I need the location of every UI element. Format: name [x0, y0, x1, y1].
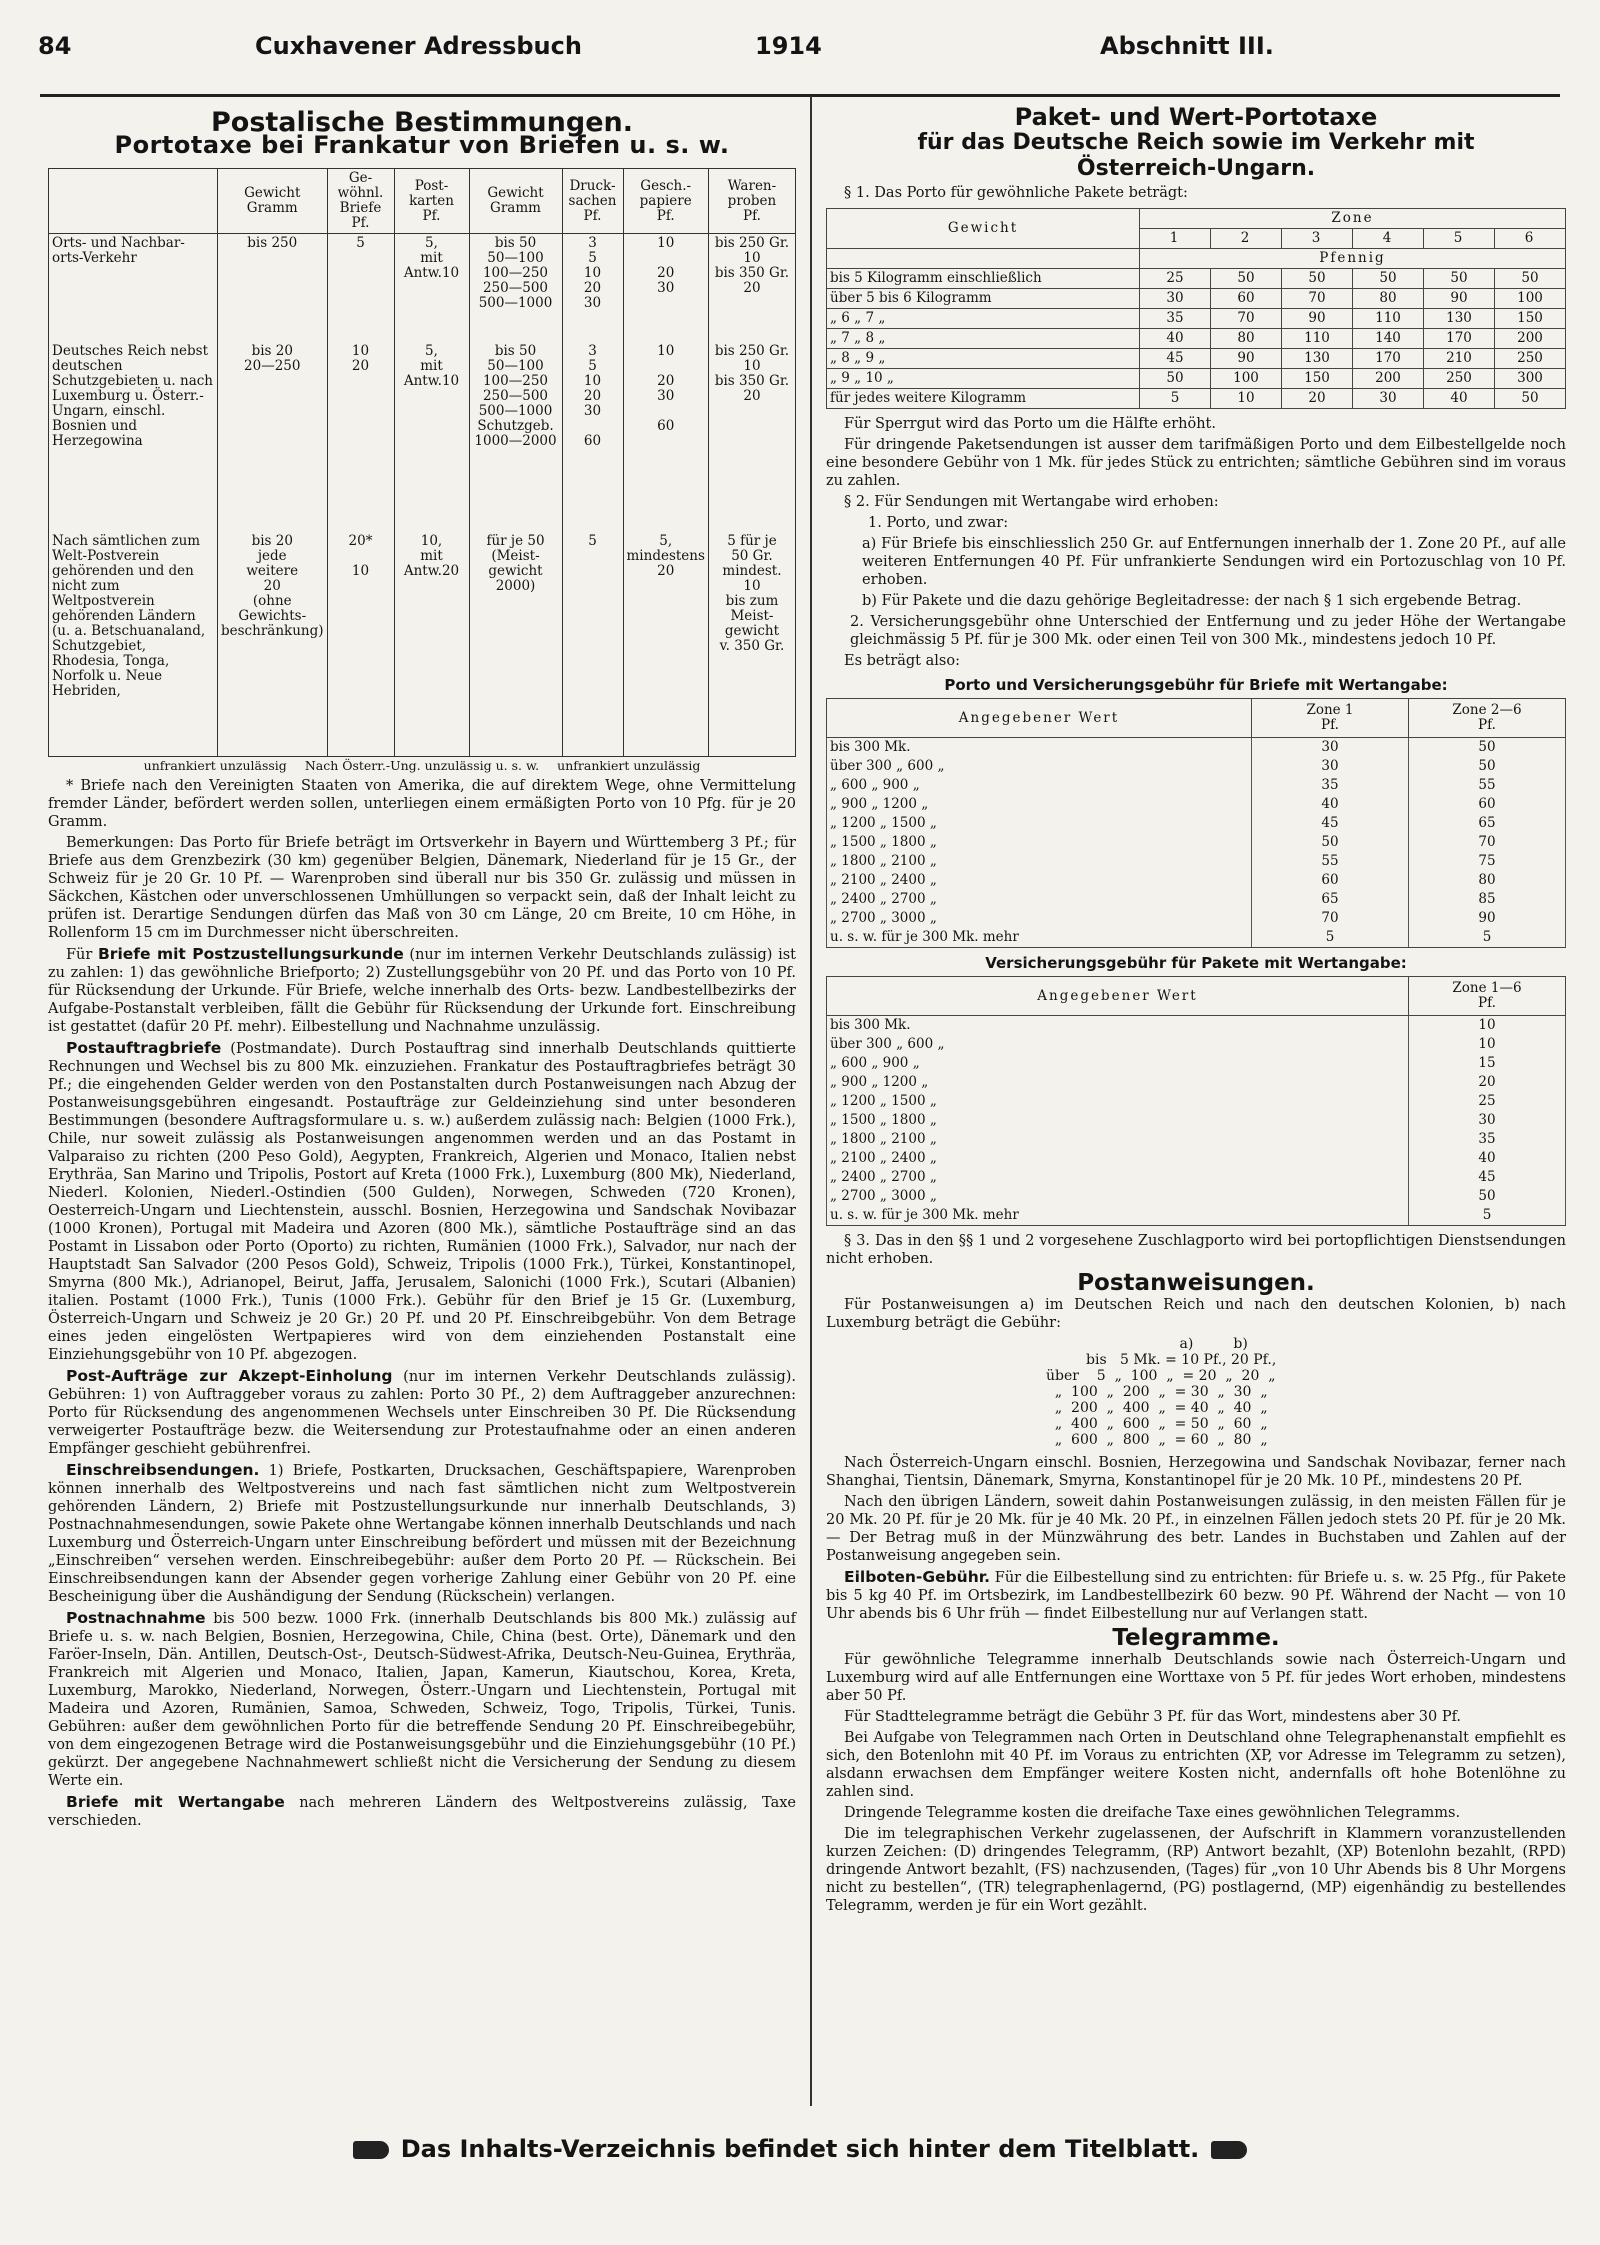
brief-cell-zone26: 80: [1409, 871, 1566, 890]
paket-wert-table-title: Versicherungsgebühr für Pakete mit Wertangabe:: [985, 954, 1407, 972]
paket-cell: 70: [1211, 309, 1282, 329]
brief-cell-zone1: 30: [1252, 757, 1409, 776]
brief-cell-zone1: 70: [1252, 909, 1409, 928]
document-page: [20, 20, 1580, 2205]
table-row: [827, 309, 1566, 329]
paket-wert-cell: 40: [1409, 1149, 1566, 1168]
table-row: [827, 1054, 1566, 1073]
paket-zone-label: Zone: [1140, 209, 1566, 229]
paket-cell: 40: [1424, 389, 1495, 409]
paket-wert-cell: 20: [1409, 1073, 1566, 1092]
table-row: [827, 1187, 1566, 1206]
table-row: [827, 852, 1566, 871]
table-row: [827, 349, 1566, 369]
para5-lead: Postnachnahme: [66, 1608, 206, 1627]
paket-wert-table: [826, 976, 1566, 1226]
column-divider: [810, 96, 812, 2106]
dringend-text: Für dringende Paketsendungen ist ausser dem tarifmäßigen Porto und dem Eilbestellgelde noch eine besondere Gebühr von 1 Mk. für jedes Stück zu entrichten; sämtliche Gebühren sind im voraus zu zahlen.: [826, 437, 1566, 489]
brief-wert-table: [826, 698, 1566, 948]
para3-text: § 3. Das in den §§ 1 und 2 vorgesehene Zuschlagporto wird bei portopflichtigen Dienstsendungen nicht erhoben.: [826, 1233, 1566, 1267]
cell-dgewicht: für je 50 (Meist- gewicht 2000): [469, 532, 562, 757]
cell-karten: 10, mit Antw.20: [394, 532, 469, 757]
paket-cell: 300: [1495, 369, 1566, 389]
es-betraegt: Es beträgt also:: [844, 653, 960, 669]
para1-lead: Briefe mit Postzustellungsurkunde: [97, 944, 404, 963]
paket-cell: 130: [1282, 349, 1353, 369]
eil-text: Für die Eilbestellung sind zu entrichten: für Briefe u. s. w. 25 Pfg., für Pakete bis 5 kg 40 Pf. im Ortsbezirk, im Landbestellbezirk 60 bezw. 90 Pf. Während der Nacht — von 10 Uhr abends bis 6 Uhr früh — findet Eilbestellung nur auf Verlangen statt.: [826, 1570, 1566, 1622]
paket-cell: 40: [1140, 329, 1211, 349]
pa-fee-line: „ 400 „ 600 „ = 50 „ 60 „: [1046, 1416, 1268, 1432]
brief-row-label: „ 1500 „ 1800 „: [827, 833, 1252, 852]
table-row: [827, 928, 1566, 948]
right-column: [826, 104, 1566, 1918]
left-subtitle: Portotaxe bei Frankatur von Briefen u. s. w.: [114, 131, 730, 159]
row-label: Deutsches Reich nebst deutschen Schutzgebieten u. nach Luxemburg u. Österr.-Ungarn, einschl. Bosnien und Herzegowina: [49, 342, 218, 532]
table-row: [827, 1111, 1566, 1130]
paket-wert-cell: 30: [1409, 1111, 1566, 1130]
paket-wert-cell: 10: [1409, 1035, 1566, 1054]
brief-row-label: „ 600 „ 900 „: [827, 776, 1252, 795]
paket-cell: 140: [1353, 329, 1424, 349]
brief-cell-zone26: 55: [1409, 776, 1566, 795]
cell-karten: 5, mit Antw.10: [394, 234, 469, 342]
cell-briefe: 5: [327, 234, 394, 342]
paket-wert-col1: Zone 1—6 Pf.: [1409, 977, 1566, 1016]
telegramme-title: Telegramme.: [1112, 1625, 1280, 1651]
right-title-line-1: Paket- und Wert-Portotaxe: [1014, 103, 1378, 131]
paket-cell: 35: [1140, 309, 1211, 329]
paket-table-body: [827, 269, 1566, 409]
pa-text-1: Für Postanweisungen a) im Deutschen Reich und nach den deutschen Kolonien, b) nach Luxemburg beträgt die Gebühr:: [826, 1297, 1566, 1331]
postage-table: [48, 168, 796, 757]
table-row: [827, 1092, 1566, 1111]
paket-cell: 50: [1495, 269, 1566, 289]
paket-row-label: bis 5 Kilogramm einschließlich: [827, 269, 1140, 289]
brief-cell-zone26: 70: [1409, 833, 1566, 852]
brief-cell-zone1: 40: [1252, 795, 1409, 814]
brief-row-label: u. s. w. für je 300 Mk. mehr: [827, 928, 1252, 948]
paket-wert-row-label: „ 900 „ 1200 „: [827, 1073, 1409, 1092]
paket-row-label: „ 6 „ 7 „: [827, 309, 1140, 329]
zone-6: 6: [1495, 229, 1566, 249]
brief-cell-zone1: 50: [1252, 833, 1409, 852]
zone-3: 3: [1282, 229, 1353, 249]
table-row: [827, 795, 1566, 814]
brief-row-label: „ 2700 „ 3000 „: [827, 909, 1252, 928]
paket-wert-head: Angegebener Wert: [827, 977, 1409, 1016]
cell-gewicht: bis 20 jede weitere 20 (ohne Gewichts- beschränkung): [218, 532, 328, 757]
paket-wert-header: [827, 977, 1566, 1016]
paket-cell: 50: [1424, 269, 1495, 289]
brief-cell-zone26: 60: [1409, 795, 1566, 814]
paket-wert-cell: 15: [1409, 1054, 1566, 1073]
table-row: [827, 1016, 1566, 1036]
paket-intro: § 1. Das Porto für gewöhnliche Pakete beträgt:: [844, 185, 1188, 201]
table-row: [827, 890, 1566, 909]
tel-text-5: Die im telegraphischen Verkehr zugelassenen, der Aufschrift in Klammern voranzustellenden kurzen Zeichen: (D) dringendes Telegramm, (RP) Antwort bezahlt, (XP) Botenlohn bezahlt, (RPD) dringende Antwort bezahlt, (FS) nachzusenden, (Tages) für „von 10 Uhr Abends bis 8 Uhr Morgens nicht zu bestellen“, (TR) telegraphenlagernd, (PG) postlagernd, (MP) eigenhändig zu bestellendes Telegramm, werden je für ein Wort gezählt.: [826, 1826, 1566, 1914]
para-wertangabe: [48, 1793, 796, 1830]
paket-row-label: über 5 bis 6 Kilogramm: [827, 289, 1140, 309]
brief-row-label: bis 300 Mk.: [827, 738, 1252, 758]
table-row: [827, 1035, 1566, 1054]
pa-fee-line: bis 5 Mk. = 10 Pf., 20 Pf.,: [1046, 1352, 1277, 1368]
paket-row-label: für jedes weitere Kilogramm: [827, 389, 1140, 409]
para-nachnahme: [48, 1609, 796, 1790]
brief-cell-zone26: 90: [1409, 909, 1566, 928]
row-label: Orts- und Nachbar- orts-Verkehr: [49, 234, 218, 342]
brief-cell-zone26: 50: [1409, 757, 1566, 776]
vertical-note-3: unfrankiert unzulässig: [557, 757, 701, 773]
cell-gesch: 10 20 30: [623, 234, 708, 342]
cell-karten: 5, mit Antw.10: [394, 342, 469, 532]
table-row: [827, 289, 1566, 309]
paket-wert-row-label: „ 600 „ 900 „: [827, 1054, 1409, 1073]
table-row: [827, 1168, 1566, 1187]
paket-cell: 200: [1495, 329, 1566, 349]
paket-wert-row-label: „ 2700 „ 3000 „: [827, 1187, 1409, 1206]
cell-dgewicht: bis 50 50—100 100—250 250—500 500—1000 Schutzgeb. 1000—2000: [469, 342, 562, 532]
paket-wert-row-label: „ 2400 „ 2700 „: [827, 1168, 1409, 1187]
paket-cell: 210: [1424, 349, 1495, 369]
paket-cell: 150: [1495, 309, 1566, 329]
paket-cell: 25: [1140, 269, 1211, 289]
paket-cell: 30: [1353, 389, 1424, 409]
table-row: [827, 776, 1566, 795]
tel-text-4: Dringende Telegramme kosten die dreifache Taxe eines gewöhnlichen Telegramms.: [844, 1805, 1461, 1821]
para-akzept: [48, 1367, 796, 1458]
paket-cell: 150: [1282, 369, 1353, 389]
para6-text: nach mehreren Ländern des Weltpostvereins zulässig, Taxe verschieden.: [48, 1794, 796, 1829]
left-title: Postalische Bestimmungen.: [210, 107, 633, 138]
brief-cell-zone1: 30: [1252, 738, 1409, 758]
table-row: [49, 532, 796, 757]
cell-briefe: 20* 10: [327, 532, 394, 757]
paket-wert-cell: 5: [1409, 1206, 1566, 1226]
para2-text: (Postmandate). Durch Postauftrag sind innerhalb Deutschlands quittierte Rechnungen und Wechsel bis zu 800 Mk. einzuziehen. Frankatur des Postauftragbriefes beträgt 30 Pf.; die eingehenden Gelder werden von den Postanstalten durch Postanweisungen nach Abzug der Postanweisungsgebühren eingesandt. Postaufträge zur Geldeinziehung sind unter besonderen Bestimmungen (besondere Auftragsformulare u. s. w.) außerdem zulässig nach: Belgien (1000 Frk.), Chile, nur soweit zulässig als Postanweisungen angenommen werden und an das Postamt in Valparaiso zu richten (200 Peso Gold), Aegypten, Frankreich, Algerien und Monaco, Italien nebst Erythräa, San Marino und Tripolis, Postort auf Kreta (1000 Frk.), Luxemburg (800 Mk), Niederland, Niederl. Kolonien, Niederl.-Ostindien (500 Gulden), Norwegen, Schweden (720 Kronen), Oesterreich-Ungarn und Liechtenstein, ausschl. Bosnien, Herzegowina und Sandschak Novibazar (1000 Kronen), Portugal mit Madeira und Azoren (800 Mk.), sämtliche Postaufträge sind an das Postamt in Lissabon oder Porto (Oporto) zu richten, Rumänien (1000 Frk.), Salvador, nur nach der Hauptstadt San Salvador (200 Pesos Gold), Schweiz, Tripolis (1000 Frk.), Türkei, Konstantinopel, Smyrna (800 Mk.), Adrianopel, Beirut, Jaffa, Jerusalem, Salonichi (1000 Frk.), Scutari (Albanien) italien. Postamt (1000 Frk.), Tunis (1000 Frk.). Gebühr für den Brief je 15 Gr. (Luxemburg, Österreich-Ungarn und Schweiz je 20 Gr.) 20 Pf. und 20 Pf. Einschreibgebühr. Von dem Betrage eines jeden eingelösten Wertpapieres wird von dem einziehenden Postanstalt eine Einziehungsgebühr von 10 Pf. abgezogen.: [48, 1040, 796, 1363]
table-row: [49, 342, 796, 532]
cell-gewicht: bis 20 20—250: [218, 342, 328, 532]
eilboten: [826, 1568, 1566, 1623]
table-vertical-notes: [48, 759, 796, 773]
col-header-gewicht: Gewicht Gramm: [218, 169, 328, 234]
paket-row-label: „ 8 „ 9 „: [827, 349, 1140, 369]
paket-cell: 90: [1211, 349, 1282, 369]
para3-lead: Post-Aufträge zur Akzept-Einholung: [66, 1366, 393, 1385]
zone-1: 1: [1140, 229, 1211, 249]
porto-b: b) Für Pakete und die dazu gehörige Begleitadresse: der nach § 1 sich ergebende Betrag.: [862, 593, 1522, 609]
brief-table-title: Porto und Versicherungsgebühr für Briefe mit Wertangabe:: [944, 676, 1448, 694]
para-postauftrag: [48, 1039, 796, 1364]
postanweisungen-title: Postanweisungen.: [1077, 1270, 1315, 1296]
cell-gesch: 5, mindestens 20: [623, 532, 708, 757]
col-header-briefe: Ge- wöhnl. Briefe Pf.: [327, 169, 394, 234]
brief-head: Angegebener Wert: [827, 699, 1252, 738]
cell-waren: bis 250 Gr. 10 bis 350 Gr. 20: [708, 234, 795, 342]
cell-druck: 3 5 10 20 30 60: [562, 342, 623, 532]
paket-cell: 20: [1282, 389, 1353, 409]
brief-row-label: „ 2100 „ 2400 „: [827, 871, 1252, 890]
paket-cell: 100: [1211, 369, 1282, 389]
porto-label: 1. Porto, und zwar:: [868, 515, 1009, 531]
vertical-note-1: unfrankiert unzulässig: [143, 757, 287, 773]
pa-fee-line: „ 200 „ 400 „ = 40 „ 40 „: [1046, 1400, 1268, 1416]
paket-table-header: [827, 209, 1566, 229]
paket-cell: 250: [1424, 369, 1495, 389]
para2-intro: § 2. Für Sendungen mit Wertangabe wird erhoben:: [844, 494, 1219, 510]
table-row: [827, 909, 1566, 928]
pa-text-2: Nach Österreich-Ungarn einschl. Bosnien, Herzegowina und Sandschak Novibazar, ferner nach Shanghai, Tientsin, Dänemark, Smyrna, Konstantinopel für je 20 Mk. 10 Pf., mindestens 20 Pf.: [826, 1455, 1566, 1489]
pointing-hand-icon: [1211, 2141, 1247, 2159]
paket-cell: 45: [1140, 349, 1211, 369]
table-row: [827, 1206, 1566, 1226]
pa-fee-line: a) b): [1046, 1336, 1248, 1352]
brief-cell-zone1: 55: [1252, 852, 1409, 871]
brief-cell-zone26: 75: [1409, 852, 1566, 871]
row-label: Nach sämtlichen zum Welt-Postverein gehörenden und den nicht zum Weltpostverein gehörenden Ländern (u. a. Betschuanaland, Schutzgebiet, Rhodesia, Tonga, Norfolk u. Neue Hebriden,: [49, 532, 218, 757]
paket-wert-body: [827, 1016, 1566, 1226]
brief-col2: Zone 2—6 Pf.: [1409, 699, 1566, 738]
paket-cell: 60: [1211, 289, 1282, 309]
col-header-karten: Post- karten Pf.: [394, 169, 469, 234]
col-header-dgewicht: Gewicht Gramm: [469, 169, 562, 234]
right-title-line-2: für das Deutsche Reich sowie im Verkehr mit: [917, 130, 1475, 155]
brief-cell-zone26: 50: [1409, 738, 1566, 758]
paket-cell: 250: [1495, 349, 1566, 369]
footer-note: [20, 2135, 1580, 2163]
paket-row-label: „ 9 „ 10 „: [827, 369, 1140, 389]
table-row: [827, 329, 1566, 349]
cell-waren: 5 für je 50 Gr. mindest. 10 bis zum Meist- gewicht v. 350 Gr.: [708, 532, 795, 757]
paket-wert-row-label: „ 1800 „ 2100 „: [827, 1130, 1409, 1149]
paket-cell: 170: [1353, 349, 1424, 369]
tel-text-1: Für gewöhnliche Telegramme innerhalb Deutschlands sowie nach Österreich-Ungarn und Luxemburg wird auf alle Entfernungen eine Worttaxe von 5 Pf. für jedes Wort erhoben, mindestens aber 50 Pf.: [826, 1652, 1566, 1704]
para6-lead: Briefe mit Wertangabe: [66, 1792, 285, 1811]
cell-gesch: 10 20 30 60: [623, 342, 708, 532]
paket-cell: 90: [1282, 309, 1353, 329]
paket-unit: Pfennig: [1140, 249, 1566, 269]
para2-lead: Postauftragbriefe: [66, 1038, 222, 1057]
eil-lead: Eilboten-Gebühr.: [844, 1568, 991, 1586]
paket-cell: 100: [1495, 289, 1566, 309]
tel-text-3: Bei Aufgabe von Telegrammen nach Orten in Deutschland ohne Telegraphenanstalt empfiehlt es sich, den Botenlohn mit 40 Pf. im Voraus zu entrichten (XP, vor Adresse im Telegramm zu setzen), alsdann erwachsen dem Empfänger weitere Kosten nicht, andernfalls oft hohe Botenlöhne zu zahlen sind.: [826, 1730, 1566, 1800]
table-row: [827, 1073, 1566, 1092]
brief-row-label: „ 1800 „ 2100 „: [827, 852, 1252, 871]
para4-text: 1) Briefe, Postkarten, Drucksachen, Geschäftspapiere, Warenproben können innerhalb des Weltpostvereins und nach fast sämtlichen nicht zum Weltpostverein gehörenden Ländern, 2) Briefe mit Postzustellungsurkunde nur innerhalb Deutschlands, 3) Postnachnahmesendungen, sowie Pakete ohne Wertangabe können innerhalb Deutschlands und nach Luxemburg und Österreich-Ungarn unter Einschreibung befördert und müssen mit der Bezeichnung „Einschreiben“ versehen werden. Einschreibegebühr: außer dem Porto 20 Pf. — Rückschein. Bei Einschreibsendungen kann der Absender gegen vorherige Zahlung einer Gebühr von 20 Pf. eine Bescheinigung über die Aushändigung der Sendung (Rückschein) verlangen.: [48, 1462, 796, 1605]
table-row: [49, 234, 796, 342]
brief-cell-zone26: 65: [1409, 814, 1566, 833]
paket-wert-cell: 45: [1409, 1168, 1566, 1187]
paket-cell: 200: [1353, 369, 1424, 389]
paket-cell: 80: [1211, 329, 1282, 349]
paket-wert-row-label: bis 300 Mk.: [827, 1016, 1409, 1036]
brief-cell-zone26: 85: [1409, 890, 1566, 909]
para-postzustellung: [48, 945, 796, 1036]
page-number: 84: [38, 32, 72, 60]
pa-fee-line: über 5 „ 100 „ = 20 „ 20 „: [1046, 1368, 1276, 1384]
table-row: [827, 1130, 1566, 1149]
paket-cell: 50: [1282, 269, 1353, 289]
paket-row-label: „ 7 „ 8 „: [827, 329, 1140, 349]
section-label: Abschnitt III.: [1100, 32, 1274, 60]
pa-fee-lines: [1046, 1336, 1566, 1448]
col-header-waren: Waren- proben Pf.: [708, 169, 795, 234]
para3-text: (nur im internen Verkehr Deutschlands zulässig). Gebühren: 1) von Auftraggeber voraus zu zahlen: Porto 30 Pf., 2) dem Auftraggeber anzurechnen: Porto für Rücksendung des angenommenen Wechsels unter Einschreiben 30 Pf. Die Rücksendung verweigerter Postaufträge bezw. die Weitersendung zur Protestaufnahme oder an einen anderen Empfänger geschieht gebührenfrei.: [48, 1368, 797, 1457]
vertical-note-2: Nach Österr.-Ung. unzulässig u. s. w.: [304, 757, 540, 773]
cell-gewicht: bis 250: [218, 234, 328, 342]
paket-cell: 110: [1282, 329, 1353, 349]
paket-wert-row-label: „ 1500 „ 1800 „: [827, 1111, 1409, 1130]
pa-fee-line: „ 100 „ 200 „ = 30 „ 30 „: [1046, 1384, 1268, 1400]
paket-unit-spacer: [827, 249, 1140, 269]
left-column: [48, 104, 796, 1833]
table-row: [827, 833, 1566, 852]
paket-cell: 50: [1140, 369, 1211, 389]
paket-cell: 30: [1140, 289, 1211, 309]
table-row: [827, 369, 1566, 389]
versicherung-text: 2. Versicherungsgebühr ohne Unterschied der Entfernung und zu jeder Höhe der Wertangabe gleichmässig 5 Pf. für je 300 Mk. oder einen Teil von 300 Mk., mindestens jedoch 10 Pf.: [850, 614, 1566, 648]
paket-cell: 50: [1495, 389, 1566, 409]
tel-text-2: Für Stadttelegramme beträgt die Gebühr 3 Pf. für das Wort, mindestens aber 30 Pf.: [844, 1709, 1462, 1725]
right-title-line-3: Österreich-Ungarn.: [1076, 156, 1316, 181]
paket-wert-row-label: u. s. w. für je 300 Mk. mehr: [827, 1206, 1409, 1226]
col-header-0: [49, 169, 218, 234]
col-header-gesch: Gesch.- papiere Pf.: [623, 169, 708, 234]
year: 1914: [755, 32, 822, 60]
brief-cell-zone1: 35: [1252, 776, 1409, 795]
paket-wert-cell: 10: [1409, 1016, 1566, 1036]
table-row: [827, 814, 1566, 833]
cell-briefe: 10 20: [327, 342, 394, 532]
brief-cell-zone1: 60: [1252, 871, 1409, 890]
paket-cell: 10: [1211, 389, 1282, 409]
para4-lead: Einschreibsendungen.: [66, 1460, 260, 1479]
paket-cell: 170: [1424, 329, 1495, 349]
cell-druck: 3 5 10 20 30: [562, 234, 623, 342]
table-row: [827, 389, 1566, 409]
paket-cell: 90: [1424, 289, 1495, 309]
pa-fee-line: „ 600 „ 800 „ = 60 „ 80 „: [1046, 1432, 1268, 1448]
paket-cell: 130: [1424, 309, 1495, 329]
book-title: Cuxhavener Adressbuch: [255, 32, 582, 60]
paket-wert-cell: 25: [1409, 1092, 1566, 1111]
pa-text-3: Nach den übrigen Ländern, soweit dahin Postanweisungen zulässig, in den meisten Fällen für je 20 Mk. 20 Pf. für je 20 Mk. für je 40 Mk. 20 Pf., in einzelnen Fällen jedoch stets 20 Pf. für je 20 Mk. — Der Betrag muß in der Münzwährung des betr. Landes in Buchstaben und Zahlen auf der Postanweisung angegeben sein.: [826, 1494, 1566, 1564]
brief-table-header: [827, 699, 1566, 738]
brief-table-body: [827, 738, 1566, 948]
paket-cell: 5: [1140, 389, 1211, 409]
paket-wert-row-label: über 300 „ 600 „: [827, 1035, 1409, 1054]
paket-cell: 50: [1211, 269, 1282, 289]
footer-text: Das Inhalts-Verzeichnis befindet sich hinter dem Titelblatt.: [400, 2135, 1200, 2163]
paket-col-gewicht: Gewicht: [827, 209, 1140, 249]
paket-wert-row-label: „ 1200 „ 1500 „: [827, 1092, 1409, 1111]
brief-row-label: „ 2400 „ 2700 „: [827, 890, 1252, 909]
paket-cell: 80: [1353, 289, 1424, 309]
brief-cell-zone1: 5: [1252, 928, 1409, 948]
brief-row-label: „ 1200 „ 1500 „: [827, 814, 1252, 833]
brief-col1: Zone 1 Pf.: [1252, 699, 1409, 738]
zone-5: 5: [1424, 229, 1495, 249]
brief-row-label: über 300 „ 600 „: [827, 757, 1252, 776]
col-header-druck: Druck- sachen Pf.: [562, 169, 623, 234]
cell-dgewicht: bis 50 50—100 100—250 250—500 500—1000: [469, 234, 562, 342]
paket-cell: 70: [1282, 289, 1353, 309]
table-row: [827, 738, 1566, 758]
paket-wert-cell: 35: [1409, 1130, 1566, 1149]
table-row: [827, 1149, 1566, 1168]
paket-wert-row-label: „ 2100 „ 2400 „: [827, 1149, 1409, 1168]
paket-cell: 50: [1353, 269, 1424, 289]
paket-table: [826, 208, 1566, 409]
brief-cell-zone1: 45: [1252, 814, 1409, 833]
cell-waren: bis 250 Gr. 10 bis 350 Gr. 20: [708, 342, 795, 532]
header-rule: [40, 94, 1560, 97]
paket-cell: 110: [1353, 309, 1424, 329]
footnote: * Briefe nach den Vereinigten Staaten von Amerika, die auf direktem Wege, ohne Vermittelung fremder Länder, befördert werden sollen, unterliegen einem ermäßigten Porto von 10 Pfg. für je 20 Gramm.: [48, 777, 796, 830]
table-row: [827, 269, 1566, 289]
porto-a: a) Für Briefe bis einschliesslich 250 Gr. auf Entfernungen innerhalb der 1. Zone 20 Pf., auf alle weiteren Entfernungen 40 Pf. Für unfrankierte Sendungen wird ein Portozuschlag von 10 Pf. erhoben.: [862, 536, 1566, 588]
brief-cell-zone26: 5: [1409, 928, 1566, 948]
postage-table-header: [49, 169, 796, 234]
paket-wert-cell: 50: [1409, 1187, 1566, 1206]
sperrgut-text: Für Sperrgut wird das Porto um die Hälfte erhöht.: [844, 416, 1216, 432]
pointing-hand-icon: [353, 2141, 389, 2159]
running-header: [20, 32, 1580, 72]
para1-text: (nur im internen Verkehr Deutschlands zulässig) ist zu zahlen: 1) das gewöhnliche Briefporto; 2) Zustellungsgebühr von 20 Pf. und das Porto von 10 Pf. für Rücksendung der Urkunde. Für Briefe, welche innerhalb des Orts- bezw. Landbestellbezirks der Aufgabe-Postanstalt verbleiben, fällt die Gebühr für Rücksendung der Urkunde fort. Einschreibung ist gestattet (dafür 20 Pf. mehr). Eilbestellung und Nachnahme unzulässig.: [48, 946, 797, 1035]
zone-4: 4: [1353, 229, 1424, 249]
brief-cell-zone1: 65: [1252, 890, 1409, 909]
table-row: [827, 871, 1566, 890]
paket-unit-row: [827, 249, 1566, 269]
para1-pre: Für: [66, 946, 93, 963]
cell-druck: 5: [562, 532, 623, 757]
para5-text: bis 500 bezw. 1000 Frk. (innerhalb Deutschlands bis 800 Mk.) zulässig auf Briefe u. s. w. nach Belgien, Bosnien, Herzegowina, Chile, China (best. Orte), Dänemark und den Faröer-Inseln, Dän. Antillen, Deutsch-Ost-, Deutsch-Südwest-Afrika, Deutsch-Neu-Guinea, Erythräa, Frankreich mit Algerien und Monaco, Italien, Japan, Kamerun, Kiautschou, Korea, Kreta, Luxemburg, Marokko, Niederland, Norwegen, Österr.-Ungarn und Liechtenstein, Portugal mit Madeira und Azoren, Rumänien, Samoa, Schweden, Schweiz, Togo, Tripolis, Türkei, Tunis. Gebühren: außer dem gewöhnlichen Porto für die betreffende Sendung 20 Pf. Einschreibegebühr, von dem eingezogenen Betrage wird die Postanweisungsgebühr und die Einziehungsgebühr (10 Pf.) gekürzt. Der angegebene Nachnahmewert schließt nicht die Versicherung der Sendung zu diesem Werte ein.: [48, 1610, 797, 1789]
remarks: Bemerkungen: Das Porto für Briefe beträgt im Ortsverkehr in Bayern und Württemberg 3 Pf.; für Briefe aus dem Grenzbezirk (30 km) gegenüber Belgien, Dänemark, Niederland für je 15 Gr., der Schweiz für je 20 Gr. 10 Pf. — Warenproben sind überall nur bis 350 Gr. zulässig und müssen in Säckchen, Kästchen oder unverschlossenen Umhüllungen so verpackt sein, daß der Inhalt leicht zu prüfen ist. Derartige Sendungen dürfen das Maß von 30 cm Länge, 20 cm Breite, 10 cm Höhe, in Rollenform 15 cm im Durchmesser nicht überschreiten.: [48, 834, 796, 941]
zone-2: 2: [1211, 229, 1282, 249]
brief-row-label: „ 900 „ 1200 „: [827, 795, 1252, 814]
table-row: [827, 757, 1566, 776]
para-einschreib: [48, 1461, 796, 1606]
